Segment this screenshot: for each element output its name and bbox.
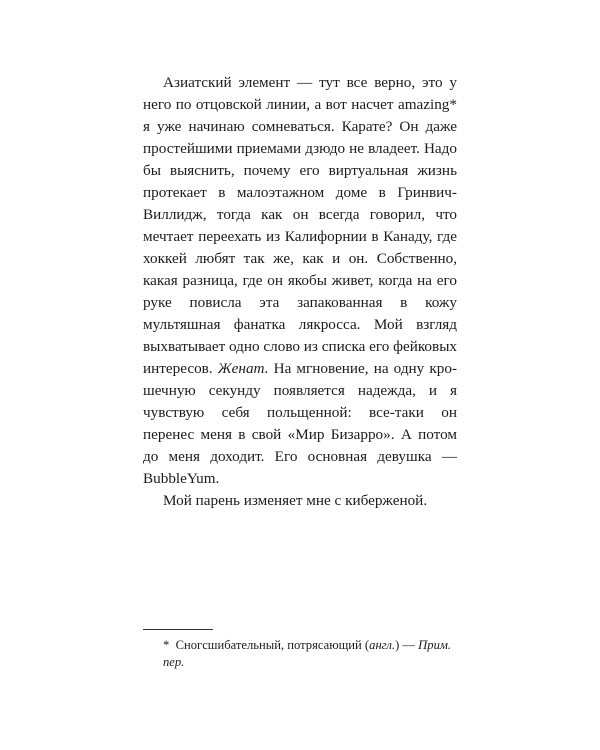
- footnote-text-2: ) —: [395, 638, 419, 652]
- footnote-marker: *: [163, 638, 170, 652]
- footnote-divider: [143, 629, 213, 630]
- paragraph-2: Мой парень изменяет мне с киберженой.: [163, 492, 428, 509]
- main-text: [143, 72, 457, 512]
- paragraph-1-italic: Женат.: [217, 360, 269, 377]
- paragraph-1-part-2: На мгновение, на одну крошечную секунду появляется надежда, и я чувствую себя польщенной: все-таки он перенес меня в свой «Мир Бизарро». А потом до меня доходит. Его основная девушка — BubbleYum.: [143, 360, 458, 487]
- paragraph-1: [143, 72, 457, 490]
- footnote: [163, 637, 463, 671]
- footnote-text-1: Сногсшибательный, потрясающий (: [175, 638, 370, 652]
- paragraph-1-part-1: Азиатский элемент — тут все верно, это у него по отцовской линии, а вот насчет amazing* я уже начинаю сомневаться. Карате? Он даже простейшими приемами дзюдо не владеет. Надо бы выяснить, почему его виртуальная жизнь протекает в малоэтажном доме в Гринвич-Виллидж, тогда как он всегда говорил, что мечтает переехать из Калифорнии в Канаду, где хоккей любят так же, как и он. Собственно, какая разница, где он якобы живет, когда на его руке повисла эта запакованная в кожу мультяшная фанатка лякросса. Мой взгляд выхватывает одно слово из списка его фейковых интересов.: [143, 74, 457, 377]
- footnote-italic-lang: англ.: [369, 638, 396, 652]
- footnote-italic-note: Прим. пер.: [163, 638, 452, 669]
